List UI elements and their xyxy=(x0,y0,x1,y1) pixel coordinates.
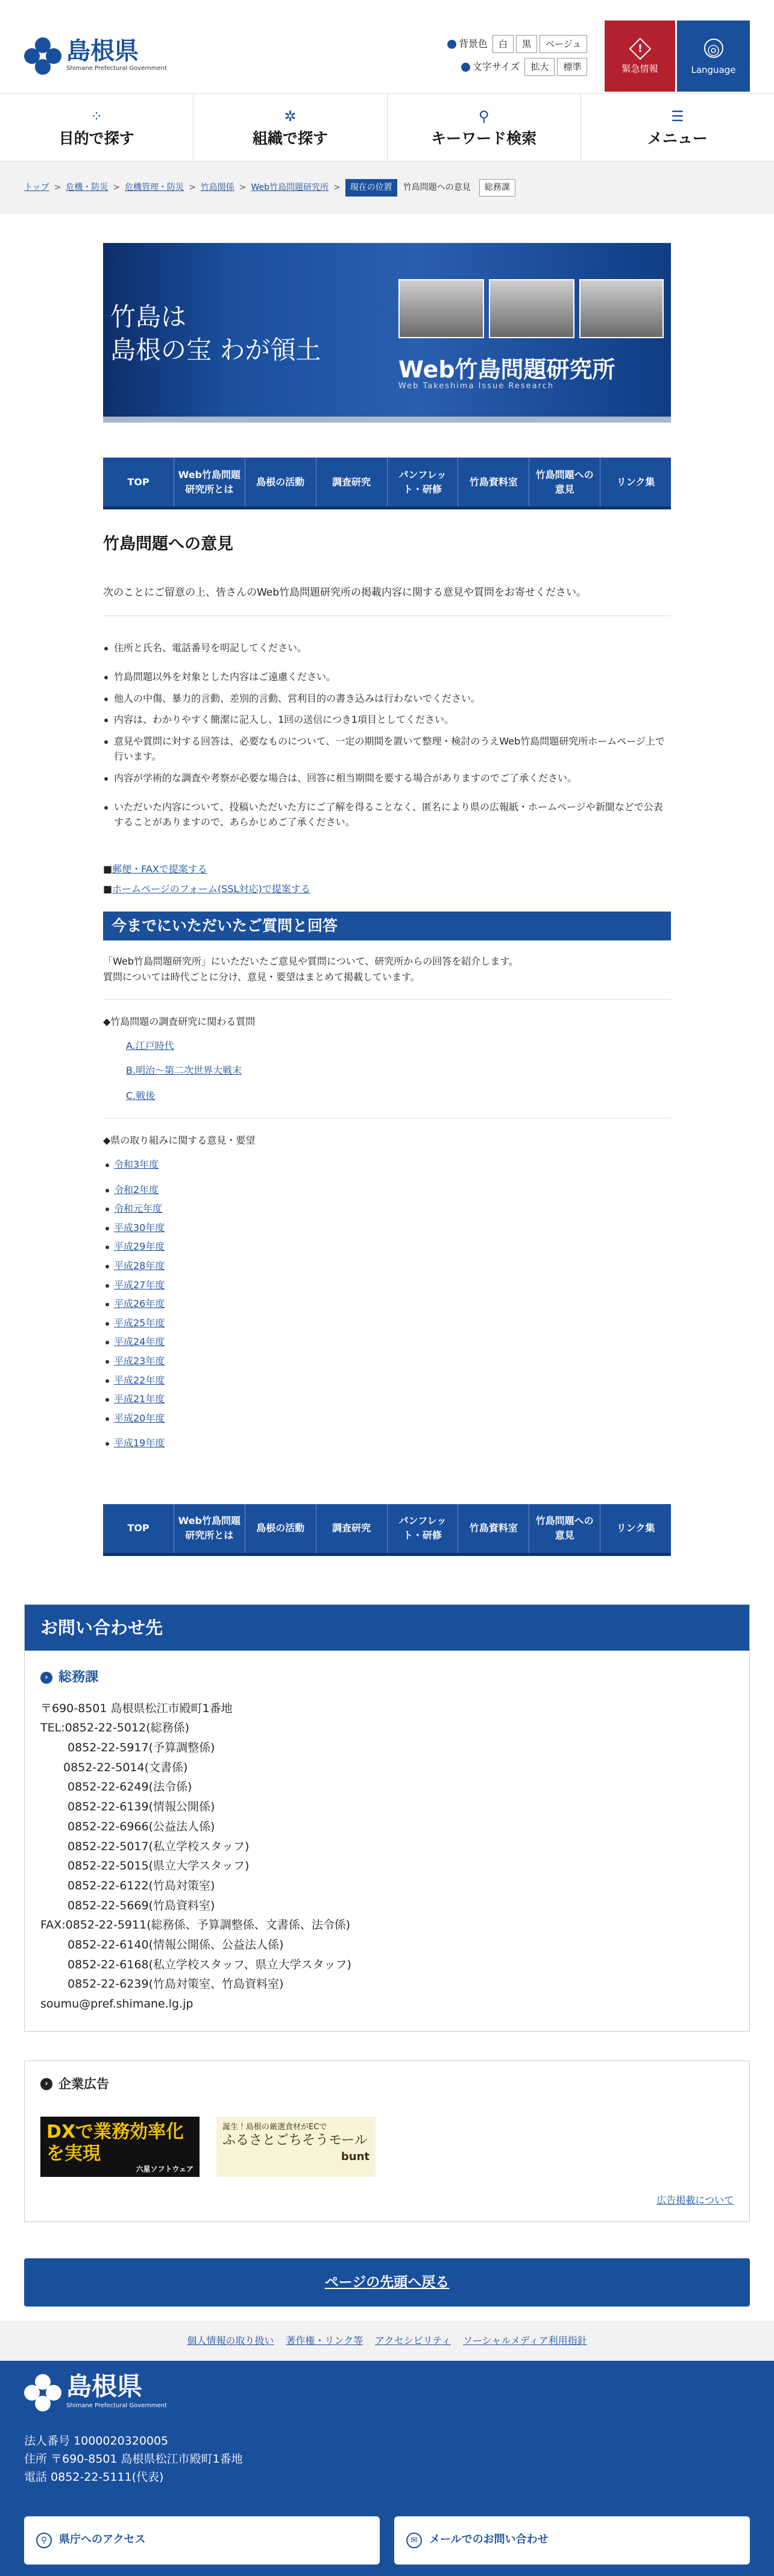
takeshima-banner xyxy=(103,243,671,423)
contact-heading: お問い合わせ先 xyxy=(25,1605,749,1651)
list-item: 意見や質問に対する回答は、必要なものについて、一定の期間を置いて整理・検討のうえWeb竹島問題研究所ホームページ上で行います。 xyxy=(103,734,671,764)
banner-subtitle: Web Takeshima Issue Research xyxy=(398,382,555,391)
prefecture-heading: ◆県の取り組みに関する意見・要望 xyxy=(103,1135,256,1147)
postwar-link[interactable]: C.戦後 xyxy=(126,1089,156,1101)
globe-icon: ◎ xyxy=(704,39,723,58)
contact-line: FAX:0852-22-5911(総務係、予算調整係、文書係、法令係) xyxy=(40,1918,351,1932)
tnav-links[interactable]: リンク集 xyxy=(616,476,655,488)
page-title: 竹島問題への意見 xyxy=(103,535,233,553)
contact-line: TEL:0852-22-5012(総務係) xyxy=(40,1721,190,1735)
ad-info-link[interactable]: 広告掲載について xyxy=(656,2194,734,2206)
language-button[interactable] xyxy=(677,20,750,92)
tnav-pamphlets[interactable]: パンフレット・研修 xyxy=(388,458,459,506)
year-link[interactable]: 令和3年度 xyxy=(114,1159,159,1171)
copyright-link[interactable]: 著作権・リンク等 xyxy=(286,2334,363,2346)
year-link[interactable]: 平成19年度 xyxy=(114,1437,165,1449)
mail-inquiry-button[interactable]: ✉ メールでのお問い合わせ xyxy=(394,2516,750,2565)
contact-box xyxy=(24,1604,750,2032)
takeshima-nav-bottom xyxy=(103,1504,671,1556)
qa-intro: 「Web竹島問題研究所」にいただいたご意見や質問について、研究所からの回答を紹介します。 質問については時代ごとに分け、意見・要望はまとめて掲載しています。 xyxy=(103,955,518,983)
year-link[interactable]: 平成23年度 xyxy=(114,1355,165,1367)
accessibility-link[interactable]: アクセシビリティ xyxy=(375,2334,451,2346)
web-form-link[interactable]: ホームページのフォーム(SSL対応)で提案する xyxy=(112,883,310,895)
year-link[interactable]: 平成21年度 xyxy=(114,1393,165,1405)
font-size-icon xyxy=(461,63,470,72)
breadcrumb-top[interactable]: トップ xyxy=(24,183,49,193)
emergency-label: 緊急情報 xyxy=(621,63,658,74)
current-position-badge: 現在の位置 xyxy=(345,179,397,196)
gnav-purpose[interactable]: ⁘ 目的で探す xyxy=(0,94,194,161)
research-heading: ◆竹島問題の調査研究に関わる質問 xyxy=(103,1016,256,1028)
tnav-about[interactable]: Web竹島問題研究所とは xyxy=(174,1504,245,1553)
breadcrumb-crisis-management[interactable]: 危機管理・防災 xyxy=(125,183,184,193)
breadcrumb-crisis[interactable]: 危機・防災 xyxy=(66,183,109,193)
menu-icon: ☰ xyxy=(671,108,684,125)
logo-text-jp: 島根県 xyxy=(66,37,139,65)
gnav-organization[interactable]: ✲ 組織で探す xyxy=(194,94,387,161)
year-link[interactable]: 令和元年度 xyxy=(114,1203,163,1215)
banner-photos xyxy=(398,279,664,338)
contact-line: 0852-22-5014(文書係) xyxy=(63,1760,188,1774)
year-list xyxy=(103,1157,671,1451)
contact-line: 0852-22-5917(予算調整係) xyxy=(68,1741,215,1755)
research-questions xyxy=(103,1014,671,1103)
chevron-right-icon: › xyxy=(40,1672,52,1684)
bg-white-button[interactable]: 白 xyxy=(492,35,514,53)
ads-box xyxy=(24,2061,750,2222)
bg-beige-button[interactable]: ベージュ xyxy=(540,35,587,53)
year-link[interactable]: 平成22年度 xyxy=(114,1374,165,1386)
notes-list xyxy=(103,640,671,830)
site-logo[interactable] xyxy=(24,37,167,75)
year-link[interactable]: 平成28年度 xyxy=(114,1260,165,1272)
chevron-right-icon: › xyxy=(40,2078,52,2090)
list-item: 他人の中傷、暴力的言動、差別的言動、営利目的の書き込みは行わないでください。 xyxy=(103,691,671,707)
list-item: 住所と氏名、電話番号を明記してください。 xyxy=(103,640,671,656)
main-content xyxy=(103,243,671,1556)
year-link[interactable]: 平成25年度 xyxy=(114,1317,165,1329)
map-pin-icon: ⚲ xyxy=(36,2533,52,2548)
submit-links: ■郵便・FAXで提案する ■ホームページのフォーム(SSL対応)で提案する xyxy=(103,863,310,895)
warning-icon: ! xyxy=(629,38,651,60)
prefecture-opinions xyxy=(103,1133,671,1148)
footer-links xyxy=(0,2321,774,2361)
contact-line: 0852-22-6239(竹島対策室、竹島資料室) xyxy=(68,1977,284,1991)
palette-icon xyxy=(447,40,456,49)
tnav-pamphlets[interactable]: パンフレット・研修 xyxy=(388,1504,459,1553)
bg-color-label: 背景色 xyxy=(447,36,488,52)
breadcrumb-current: 竹島問題への意見 xyxy=(403,183,471,193)
list-item: 竹島問題以外を対象とした内容はご遠慮ください。 xyxy=(103,669,671,685)
tnav-opinions[interactable]: 竹島問題への意見 xyxy=(529,1504,600,1553)
contact-line: 0852-22-5017(私立学校スタッフ) xyxy=(68,1839,250,1853)
prefecture-emblem-icon xyxy=(24,37,61,75)
privacy-link[interactable]: 個人情報の取り扱い xyxy=(187,2334,274,2346)
year-link[interactable]: 令和2年度 xyxy=(114,1183,159,1195)
font-large-button[interactable]: 拡大 xyxy=(524,58,555,76)
contact-line: 0852-22-6168(私立学校スタッフ、県立大学スタッフ) xyxy=(68,1957,351,1971)
prefecture-emblem-icon xyxy=(24,2374,61,2411)
qa-section-title: 今までにいただいたご質問と回答 xyxy=(103,912,671,940)
meiji-wwii-link[interactable]: B.明治～第二次世界大戦末 xyxy=(126,1065,242,1077)
logo-text-en: Shimane Prefectural Government xyxy=(66,65,167,72)
breadcrumb: トップ > 危機・防災 > 危機管理・防災 > 竹島関係 > Web竹島問題研究所 > 現在の位置 竹島問題への意見 総務課 xyxy=(0,162,774,214)
tnav-archive[interactable]: 竹島資料室 xyxy=(458,1504,529,1553)
contact-email: soumu@pref.shimane.lg.jp xyxy=(40,1997,194,2011)
global-nav xyxy=(0,94,774,162)
search-icon: ⚲ xyxy=(478,108,489,125)
tnav-links[interactable]: リンク集 xyxy=(616,1522,655,1534)
ad-banner-furusato[interactable]: 誕生！島根の厳選食材がECで ふるさとごちそうモール bunt xyxy=(216,2117,376,2177)
contact-dept: › 総務課 xyxy=(40,1666,734,1689)
gnav-keyword-search[interactable]: ⚲ キーワード検索 xyxy=(388,94,581,161)
font-standard-button[interactable]: 標準 xyxy=(557,58,587,76)
social-media-link[interactable]: ソーシャルメディア利用指針 xyxy=(463,2334,587,2346)
site-header xyxy=(0,0,774,94)
font-size-label: 文字サイズ xyxy=(461,59,520,75)
contact-line: 〒690-8501 島根県松江市殿町1番地 xyxy=(40,1701,233,1715)
contact-line: 0852-22-6966(公益法人係) xyxy=(68,1819,215,1833)
edo-period-link[interactable]: A.江戸時代 xyxy=(126,1039,174,1051)
breadcrumb-web-takeshima[interactable]: Web竹島問題研究所 xyxy=(251,183,329,193)
list-item: 内容は、わかりやすく簡潔に記入し、1回の送信につき1項目としてください。 xyxy=(103,712,671,728)
banner-tagline: 竹島は 島根の宝 わが領土 xyxy=(110,302,321,365)
breadcrumb-takeshima[interactable]: 竹島関係 xyxy=(200,183,234,193)
footer-info: 法人番号 1000020320005 住所 〒690-8501 島根県松江市殿町1番地 電話 0852-22-5111(代表) xyxy=(24,2434,243,2484)
list-item: いただいた内容について、投稿いただいた方にご了解を得ることなく、匿名により県の広報紙・ホームページや新聞などで公表することがありますので、あらかじめご了承ください。 xyxy=(103,799,671,830)
mail-icon: ✉ xyxy=(406,2533,422,2548)
tnav-activities[interactable]: 島根の活動 xyxy=(245,458,316,506)
contact-line: 0852-22-6140(情報公開係、公益法人係) xyxy=(68,1938,284,1951)
takeshima-nav xyxy=(103,458,671,509)
contact-line: 0852-22-6139(情報公開係) xyxy=(68,1800,215,1814)
back-to-top-button[interactable]: ページの先頭へ戻る xyxy=(24,2258,750,2307)
bg-black-button[interactable]: 黒 xyxy=(516,35,537,53)
year-link[interactable]: 平成30年度 xyxy=(114,1221,165,1233)
tnav-about[interactable]: Web竹島問題研究所とは xyxy=(174,458,245,506)
contact-line: 0852-22-5669(竹島資料室) xyxy=(68,1898,215,1912)
contact-line: 0852-22-5015(県立大学スタッフ) xyxy=(68,1859,250,1873)
access-button[interactable]: ⚲ 県庁へのアクセス xyxy=(24,2516,380,2565)
tnav-research[interactable]: 調査研究 xyxy=(316,458,388,506)
page-lead: 次のことにご留意の上、皆さんのWeb竹島問題研究所の掲載内容に関する意見や質問をお寄せください。 xyxy=(103,587,587,599)
year-link[interactable]: 平成20年度 xyxy=(114,1412,165,1424)
contact-line: 0852-22-6249(法令係) xyxy=(68,1780,192,1794)
ads-heading: › 企業広告 xyxy=(40,2074,734,2095)
gnav-menu[interactable]: ☰ メニュー xyxy=(581,94,774,161)
footer-logo[interactable]: 島根県 Shimane Prefectural Government xyxy=(24,2374,750,2411)
tnav-opinions[interactable]: 竹島問題への意見 xyxy=(529,458,600,506)
tnav-activities[interactable]: 島根の活動 xyxy=(245,1504,316,1553)
tnav-archive[interactable]: 竹島資料室 xyxy=(458,458,529,506)
utility-controls xyxy=(447,35,587,81)
tnav-research[interactable]: 調査研究 xyxy=(316,1504,388,1553)
mail-fax-link[interactable]: 郵便・FAXで提案する xyxy=(112,863,207,875)
department-badge[interactable]: 総務課 xyxy=(479,179,515,196)
year-link[interactable]: 平成29年度 xyxy=(114,1241,165,1253)
year-link[interactable]: 平成26年度 xyxy=(114,1298,165,1310)
site-footer xyxy=(0,2361,774,2576)
year-link[interactable]: 平成24年度 xyxy=(114,1336,165,1348)
year-link[interactable]: 平成27年度 xyxy=(114,1279,165,1291)
list-item: 内容が学術的な調査や考察が必要な場合は、回答に相当期間を要する場合がありますのでご了承ください。 xyxy=(103,770,671,786)
emergency-button[interactable] xyxy=(605,20,675,92)
tnav-top[interactable]: TOP xyxy=(103,1504,174,1553)
ad-banner-dx[interactable]: DXで業務効率化を実現 六星ソフトウェア xyxy=(40,2117,200,2177)
org-icon: ✲ xyxy=(284,108,297,125)
contact-line: 0852-22-6122(竹島対策室) xyxy=(68,1878,215,1892)
language-label: Language xyxy=(691,65,736,75)
grid-icon: ⁘ xyxy=(90,108,103,125)
banner-title: Web竹島問題研究所 xyxy=(398,356,615,383)
tnav-top[interactable]: TOP xyxy=(103,458,174,506)
